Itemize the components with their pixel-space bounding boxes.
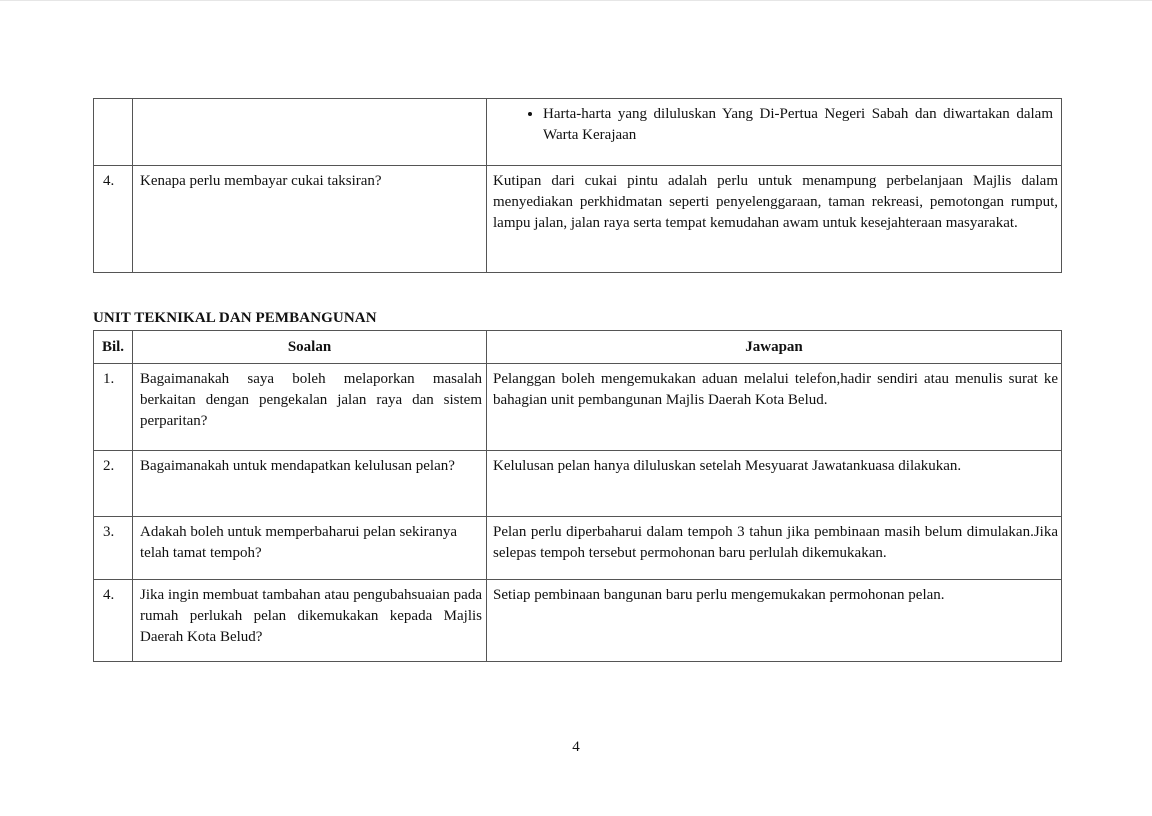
bullet-item: • Harta-harta yang diluluskan Yang Di-Pertua Negeri Sabah dan diwartakan dalam Warta Kerajaan — [543, 104, 1053, 146]
header-soalan: Soalan — [133, 331, 487, 364]
answer-cell: Kelulusan pelan hanya diluluskan setelah Mesyuarat Jawatankuasa dilakukan. — [487, 451, 1062, 517]
row-number: 3. — [94, 517, 133, 580]
empty-num-cell — [94, 99, 133, 166]
answer-cell — [487, 99, 1062, 166]
row-number: 2. — [94, 451, 133, 517]
page-number: 4 — [572, 739, 580, 755]
question-cell: Kenapa perlu membayar cukai taksiran? — [133, 166, 487, 273]
table-row — [94, 580, 1062, 662]
answer-cell: Kutipan dari cukai pintu adalah perlu untuk menampung perbelanjaan Majlis dalam menyediakan perkhidmatan seperti penyelenggaraan, taman rekreasi, pemotongan rumput, lampu jalan, jalan raya serta tempat kemudahan awam untuk kesejahteraan masyarakat. — [487, 166, 1062, 273]
table-header-row — [94, 331, 1062, 364]
question-cell: Bagaimanakah saya boleh melaporkan masalah berkaitan dengan pengekalan jalan raya dan sistem perparitan? — [133, 364, 487, 451]
question-cell: Adakah boleh untuk memperbaharui pelan sekiranya telah tamat tempoh? — [133, 517, 487, 580]
table-row — [94, 364, 1062, 451]
question-cell: Jika ingin membuat tambahan atau pengubahsuaian pada rumah perlukah pelan dikemukakan kepada Majlis Daerah Kota Belud? — [133, 580, 487, 662]
answer-cell: Setiap pembinaan bangunan baru perlu mengemukakan permohonan pelan. — [487, 580, 1062, 662]
header-bil: Bil. — [94, 331, 133, 364]
empty-question-cell — [133, 99, 487, 166]
row-number: 1. — [94, 364, 133, 451]
faq-table-continued — [93, 98, 1062, 273]
table-row — [94, 517, 1062, 580]
header-jawapan: Jawapan — [487, 331, 1062, 364]
section-title: UNIT TEKNIKAL DAN PEMBANGUNAN — [93, 310, 377, 326]
row-number: 4. — [94, 580, 133, 662]
page-top-edge — [0, 0, 1152, 1]
answer-cell: Pelan perlu diperbaharui dalam tempoh 3 tahun jika pembinaan masih belum dimulakan.Jika selepas tempoh tersebut permohonan baru perlulah dikemukakan. — [487, 517, 1062, 580]
question-cell: Bagaimanakah untuk mendapatkan kelulusan pelan? — [133, 451, 487, 517]
table-row — [94, 99, 1062, 166]
row-number: 4. — [94, 166, 133, 273]
table-row — [94, 166, 1062, 273]
bullet-list — [517, 104, 1053, 146]
faq-table-teknikal — [93, 330, 1062, 662]
answer-cell: Pelanggan boleh mengemukakan aduan melalui telefon,hadir sendiri atau menulis surat ke bahagian unit pembangunan Majlis Daerah Kota Belud. — [487, 364, 1062, 451]
table-row — [94, 451, 1062, 517]
